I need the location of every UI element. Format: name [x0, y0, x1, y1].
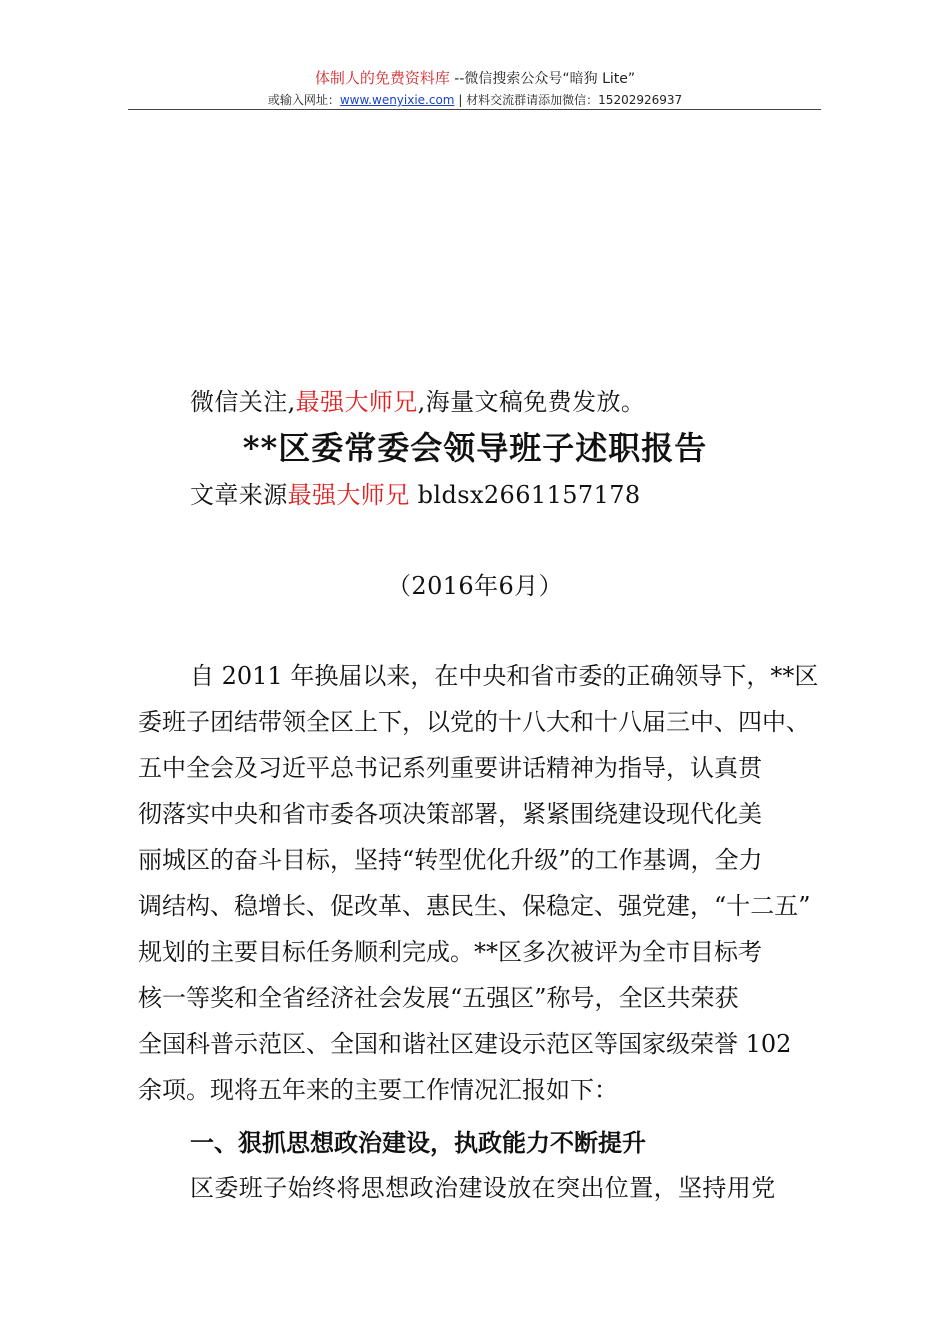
- source-highlight: 最强大师兄: [287, 481, 410, 509]
- header-prefix: 或输入网址：: [267, 93, 340, 107]
- paragraph-line: 委班子团结带领全区上下，以党的十八大和十八届三中、四中、: [138, 708, 810, 736]
- notice-before: 微信关注,: [190, 388, 296, 416]
- notice-highlight: 最强大师兄: [295, 388, 418, 416]
- section-1-first-line: 区委班子始终将思想政治建设放在突出位置，坚持用党: [190, 1174, 776, 1202]
- page-header: [0, 68, 950, 109]
- paragraph-line: 彻落实中央和省市委各项决策部署，紧紧围绕建设现代化美: [138, 800, 762, 828]
- header-tagline: --微信搜索公众号“暗狗 Lite”: [449, 71, 636, 87]
- document-date: （2016年6月）: [387, 572, 563, 600]
- paragraph-line: 调结构、稳增长、促改革、惠民生、保稳定、强党建，“十二五”: [138, 892, 811, 920]
- paragraph-line: 规划的主要目标任务顺利完成。**区多次被评为全市目标考: [138, 938, 762, 966]
- paragraph-line: 五中全会及习近平总书记系列重要讲话精神为指导，认真贯: [138, 754, 762, 782]
- source-line: [190, 475, 641, 510]
- header-url-link[interactable]: www.wenyixie.com: [339, 93, 455, 107]
- header-brand: 体制人的免费资料库: [314, 69, 450, 87]
- document-title: **区委常委会领导班子述职报告: [242, 429, 708, 467]
- paragraph-line: 余项。现将五年来的主要工作情况汇报如下：: [138, 1076, 618, 1104]
- paragraph-line: 自 2011 年换届以来，在中央和省市委的正确领导下，**区: [190, 662, 819, 690]
- header-suffix: | 材料交流群请添加微信：15202926937: [454, 93, 683, 107]
- header-line-1: [0, 68, 950, 89]
- section-1-heading: 一、狠抓思想政治建设，执政能力不断提升: [190, 1129, 646, 1157]
- source-before: 文章来源: [190, 481, 288, 509]
- paragraph-line: 丽城区的奋斗目标，坚持“转型优化升级”的工作基调，全力: [138, 846, 763, 874]
- header-line-2: [0, 91, 950, 109]
- paragraph-line: 全国科普示范区、全国和谐社区建设示范区等国家级荣誉 102: [138, 1030, 792, 1058]
- header-divider: [128, 109, 821, 110]
- notice-line: [190, 382, 645, 417]
- paragraph-line: 核一等奖和全省经济社会发展“五强区”称号，全区共荣获: [138, 984, 739, 1012]
- notice-after: ,海量文稿免费发放。: [417, 388, 646, 416]
- source-after: bldsx2661157178: [409, 481, 641, 509]
